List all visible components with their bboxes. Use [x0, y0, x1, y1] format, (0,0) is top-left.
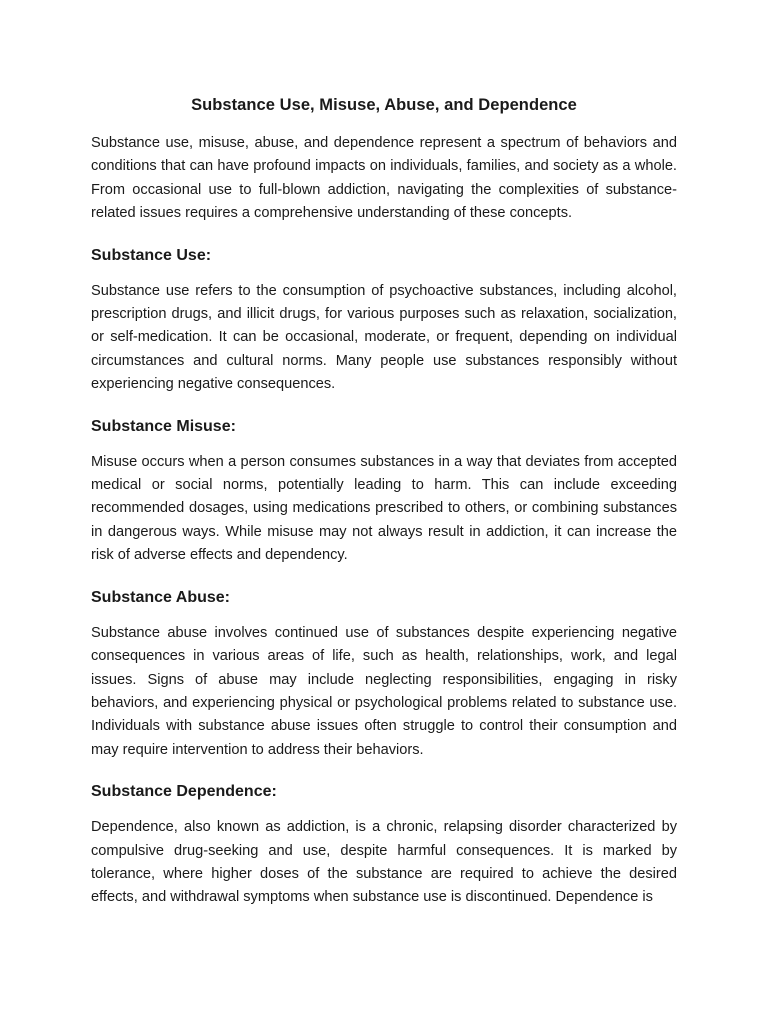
section-paragraph: Dependence, also known as addiction, is a chronic, relapsing disorder characterized by compulsive drug-seeking and use, despite harmful consequences. It is marked by tolerance, where higher doses of the substance are required to achieve the desired effects, and withdrawal symptoms when substance use is discontinued. Dependence is: [91, 819, 677, 906]
document-title: Substance Use, Misuse, Abuse, and Dependence: [191, 96, 577, 114]
section-paragraph: Substance abuse involves continued use of substances despite experiencing negative consequences in various areas of life, such as health, relationships, work, and legal issues. Signs of abuse may include neglecting responsibilities, engaging in risky behaviors, and experiencing physical or psychological problems related to substance use. Individuals with substance abuse issues often struggle to control their consumption and may require intervention to address their behaviors.: [91, 624, 677, 758]
intro-paragraph: Substance use, misuse, abuse, and dependence represent a spectrum of behaviors and conditions that can have profound impacts on individuals, families, and society as a whole. From occasional use to full-blown addiction, navigating the complexities of substance-related issues requires a comprehensive understanding of these concepts.: [91, 135, 677, 222]
section-heading: Substance Dependence:: [91, 783, 277, 801]
section-paragraph: Substance use refers to the consumption of psychoactive substances, including alcohol, prescription drugs, and illicit drugs, for various purposes such as relaxation, socialization, or self-medication. It can be occasional, moderate, or frequent, depending on individual circumstances and cultural norms. Many people use substances responsibly without experiencing negative consequences.: [91, 282, 677, 393]
section-substance-misuse: [91, 415, 677, 568]
section-substance-dependence: [91, 780, 677, 910]
section-substance-abuse: [91, 586, 677, 762]
section-heading: Substance Use:: [91, 246, 212, 264]
section-heading: Substance Abuse:: [91, 588, 230, 606]
section-substance-use: [91, 244, 677, 397]
section-paragraph: Misuse occurs when a person consumes substances in a way that deviates from accepted medical or social norms, potentially leading to harm. This can include exceeding recommended dosages, using medications prescribed to others, or combining substances in dangerous ways. While misuse may not always result in addiction, it can increase the risk of adverse effects and dependency.: [91, 453, 677, 564]
section-heading: Substance Misuse:: [91, 417, 236, 435]
